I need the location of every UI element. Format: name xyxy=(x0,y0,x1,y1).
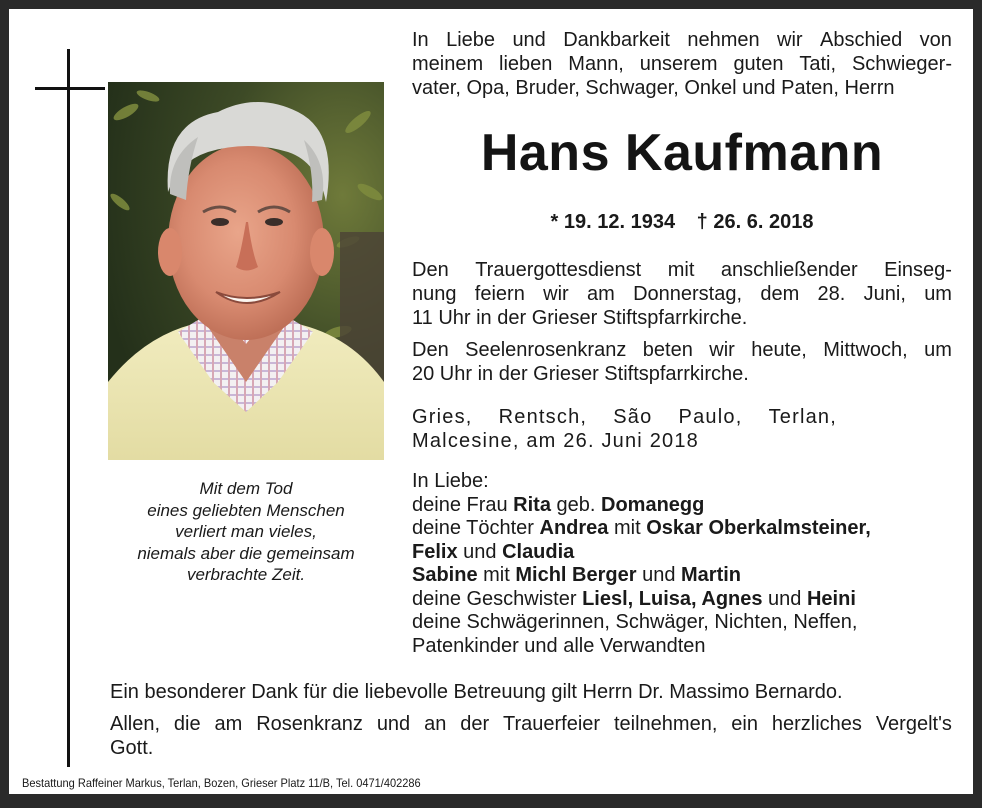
word: lieben xyxy=(499,53,553,75)
text: und xyxy=(457,540,503,563)
mourner-line: Patenkinder und alle Verwandten xyxy=(412,634,706,657)
word: Seelenrosenkranz xyxy=(465,339,627,361)
word: Den xyxy=(412,259,449,281)
word: In xyxy=(412,29,429,51)
word: die xyxy=(173,713,201,735)
word: Rentsch, xyxy=(498,406,588,428)
text: mit xyxy=(608,517,647,539)
quote-line: verliert man vieles, xyxy=(175,522,317,541)
word: Trauerfeier xyxy=(503,713,601,735)
cross-horizontal-bar xyxy=(35,87,105,90)
mourner-line xyxy=(412,588,972,612)
rosary-line-1 xyxy=(412,338,952,362)
mourner-name: Domanegg xyxy=(601,493,705,516)
word: Schwieger- xyxy=(851,53,952,75)
word: unserem xyxy=(639,53,718,75)
word: dem xyxy=(760,283,800,305)
mourner-line xyxy=(412,541,972,565)
word: Juni, xyxy=(863,283,906,305)
service-paragraph xyxy=(412,258,952,330)
memorial-quote xyxy=(110,478,382,586)
word: wir xyxy=(777,29,803,51)
funeral-home-footer: Bestattung Raffeiner Markus, Terlan, Bozen, Grieser Platz 11/B, Tel. 0471/402286 xyxy=(22,776,421,790)
text: deine Frau xyxy=(412,493,514,516)
word: Mittwoch, xyxy=(823,339,908,361)
mourner-name: Claudia xyxy=(502,540,575,563)
word: herzliches xyxy=(771,713,862,735)
place-line-2 xyxy=(412,429,837,453)
word: und xyxy=(512,29,546,51)
rosary-line-2: 20 Uhr in der Grieser Stiftspfarrkirche. xyxy=(412,363,749,385)
word: am xyxy=(586,283,615,305)
word: nung xyxy=(412,283,457,305)
rosary-paragraph xyxy=(412,338,952,386)
mourner-name: Rita xyxy=(513,493,551,516)
word: Liebe xyxy=(446,29,496,51)
thanks-line xyxy=(110,712,952,736)
intro-line-2 xyxy=(412,52,952,76)
place-date-text: Malcesine, am 26. Juni 2018 xyxy=(412,430,699,452)
quote-line: Mit dem Tod xyxy=(199,479,293,498)
word: wir xyxy=(543,283,569,305)
quote-line: eines geliebten Menschen xyxy=(147,500,345,520)
word: Den xyxy=(412,339,449,361)
mourner-name: Felix xyxy=(412,540,458,563)
word: von xyxy=(919,29,952,51)
mourner-name: Andrea xyxy=(539,517,609,539)
word: São xyxy=(613,406,653,428)
quote-line: verbrachte Zeit. xyxy=(186,565,306,584)
word: Gries, xyxy=(412,406,473,428)
service-line-2 xyxy=(412,282,952,306)
word: feiern xyxy=(474,283,525,305)
word: Terlan, xyxy=(768,406,837,428)
text: mit xyxy=(477,564,516,586)
word: meinem xyxy=(412,53,484,75)
portrait-photo xyxy=(108,82,384,460)
word: Vergelt's xyxy=(875,713,952,735)
text: deine Töchter xyxy=(412,517,540,539)
word: an xyxy=(424,713,447,735)
mourner-name: Oskar Oberkalmsteiner, xyxy=(646,517,871,539)
service-line-1 xyxy=(412,258,952,282)
text: geb. xyxy=(550,493,602,516)
quote-line: niemals aber die gemeinsam xyxy=(137,543,355,563)
word: am xyxy=(214,713,243,735)
birth-date: * 19. 12. 1934 xyxy=(550,211,676,233)
word: um xyxy=(924,283,952,305)
word: wir xyxy=(709,339,735,361)
place-date xyxy=(412,405,837,453)
death-date: † 26. 6. 2018 xyxy=(696,211,814,233)
text: und xyxy=(636,564,681,586)
mourner-line xyxy=(412,564,972,588)
word: Allen, xyxy=(110,713,161,735)
intro-paragraph xyxy=(412,28,952,100)
word: um xyxy=(924,339,952,361)
word: heute, xyxy=(751,339,807,361)
word: anschließender xyxy=(720,259,858,281)
life-dates xyxy=(412,208,952,236)
mourner-name: Michl Berger xyxy=(515,564,637,586)
text: und xyxy=(762,587,807,610)
word: Mann, xyxy=(568,53,624,75)
mourner-name: Liesl, Luisa, Agnes xyxy=(582,587,763,610)
mourner-line xyxy=(412,517,972,541)
word: ein xyxy=(731,713,758,735)
place-line-1 xyxy=(412,405,837,429)
word: Dankbarkeit xyxy=(563,29,670,51)
thanks-line: Gott. xyxy=(110,737,154,759)
word: Trauergottesdienst xyxy=(475,259,642,281)
word: Abschied xyxy=(819,29,903,51)
mourner-name: Martin xyxy=(681,564,741,586)
word: und xyxy=(376,713,411,735)
word: nehmen xyxy=(687,29,760,51)
mourners-list xyxy=(412,470,972,658)
word: Einseg- xyxy=(884,259,952,281)
text: deine Geschwister xyxy=(412,587,583,610)
mourner-name: Heini xyxy=(806,587,856,610)
cross-vertical-bar xyxy=(67,49,70,767)
intro-line-3: vater, Opa, Bruder, Schwager, Onkel und Paten, Herrn xyxy=(412,77,895,99)
word: mit xyxy=(667,259,695,281)
intro-line-1 xyxy=(412,28,952,52)
mourner-line: deine Schwägerinnen, Schwäger, Nichten, Neffen, xyxy=(412,611,858,633)
word: Tati, xyxy=(799,53,837,75)
mourner-name: Sabine xyxy=(412,564,478,586)
word: Donnerstag, xyxy=(633,283,743,305)
thanks-paragraph-2 xyxy=(110,712,952,760)
thanks-paragraph-1: Ein besonderer Dank für die liebevolle Betreuung gilt Herrn Dr. Massimo Bernardo. xyxy=(110,681,843,703)
word: teilnehmen, xyxy=(613,713,718,735)
service-line-3: 11 Uhr in der Grieser Stiftspfarrkirche. xyxy=(412,307,748,329)
word: Paulo, xyxy=(678,406,743,428)
word: 28. xyxy=(817,283,846,305)
word: beten xyxy=(642,339,693,361)
word: Rosenkranz xyxy=(256,713,363,735)
word: der xyxy=(460,713,490,735)
deceased-name: Hans Kaufmann xyxy=(480,124,884,182)
mourners-heading: In Liebe: xyxy=(412,470,489,492)
word: guten xyxy=(733,53,784,75)
mourner-line xyxy=(412,494,972,518)
